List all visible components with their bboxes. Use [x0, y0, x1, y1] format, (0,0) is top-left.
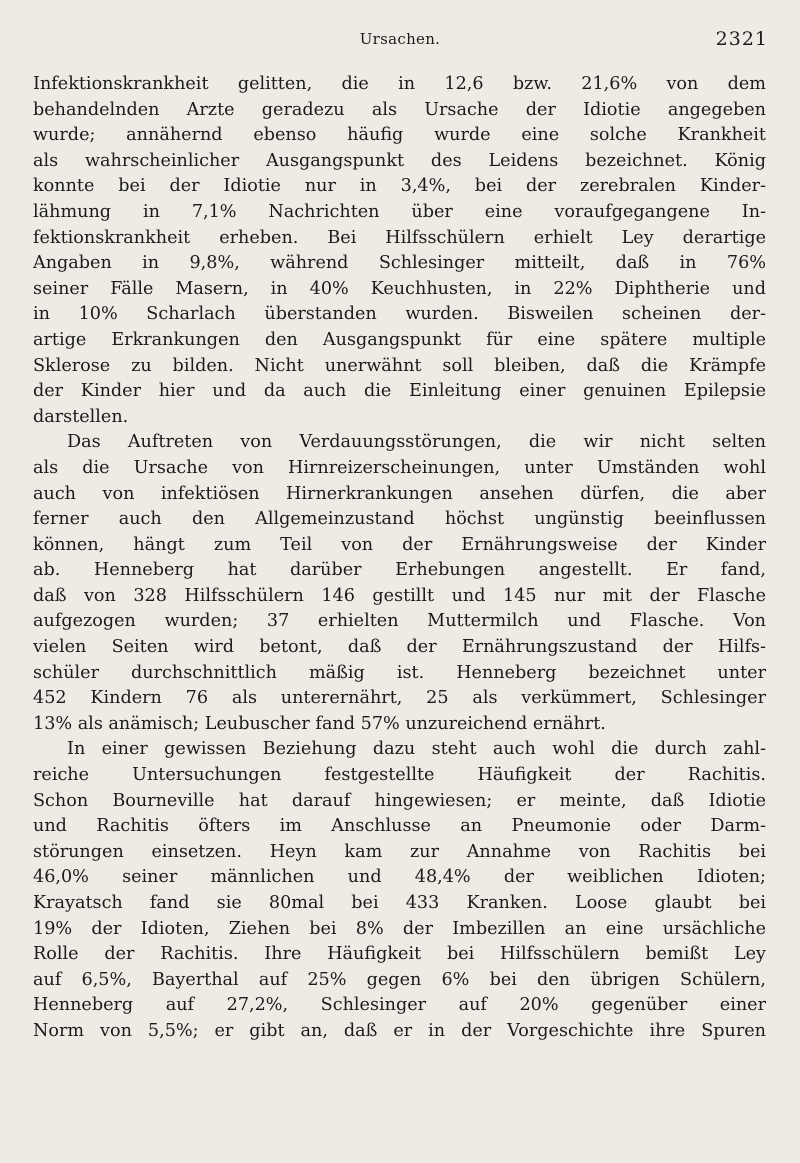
text-line: können, hängt zum Teil von der Ernährungsweise der Kinder [33, 534, 766, 555]
page-number: 2321 [715, 28, 768, 50]
text-line: fektionskrankheit erheben. Bei Hilfsschülern erhielt Ley derartige [33, 227, 766, 248]
text-line: seiner Fälle Masern, in 40% Keuchhusten, in 22% Diphtherie und [33, 278, 766, 299]
body-text [33, 72, 766, 1045]
text-line: Infektionskrankheit gelitten, die in 12,6 bzw. 21,6% von dem [33, 74, 766, 94]
text-line: schüler durchschnittlich mäßig ist. Henneberg bezeichnet unter [33, 662, 766, 683]
text-line: In einer gewissen Beziehung dazu steht auch wohl die durch zahl- [67, 739, 766, 760]
text-line: in 10% Scharlach überstanden wurden. Bisweilen scheinen der- [33, 304, 766, 325]
text-line: auch von infektiösen Hirnerkrankungen ansehen dürfen, die aber [33, 483, 766, 504]
running-title: Ursachen. [359, 30, 441, 48]
text-line: und Rachitis öfters im Anschlusse an Pneumonie oder Darm- [33, 816, 766, 837]
text-line: 13% als anämisch; Leubuscher fand 57% unzureichend ernährt. [33, 713, 606, 734]
text-line: konnte bei der Idiotie nur in 3,4%, bei der zerebralen Kinder- [33, 176, 766, 197]
text-line: wurde; annähernd ebenso häufig wurde eine solche Krankheit [33, 125, 766, 146]
text-line: Krayatsch fand sie 80mal bei 433 Kranken. Loose glaubt bei [33, 893, 766, 913]
text-line: vielen Seiten wird betont, daß der Ernährungszustand der Hilfs- [33, 637, 766, 658]
text-line: Sklerose zu bilden. Nicht unerwähnt soll bleiben, daß die Krämpfe [33, 355, 766, 376]
text-line: artige Erkrankungen den Ausgangspunkt für eine spätere multiple [33, 329, 766, 350]
text-line: Rolle der Rachitis. Ihre Häufigkeit bei Hilfsschülern bemißt Ley [33, 944, 766, 965]
text-line: auf 6,5%, Bayerthal auf 25% gegen 6% bei den übrigen Schülern, [33, 969, 766, 990]
text-line: 452 Kindern 76 als unterernährt, 25 als verkümmert, Schlesinger [33, 688, 766, 709]
text-line: behandelnden Arzte geradezu als Ursache der Idiotie angegeben [33, 99, 766, 120]
text-line: 19% der Idioten, Ziehen bei 8% der Imbezillen an eine ursächliche [33, 918, 766, 939]
text-line: 46,0% seiner männlichen und 48,4% der weiblichen Idioten; [33, 867, 766, 888]
text-line: als wahrscheinlicher Ausgangspunkt des Leidens bezeichnet. König [33, 150, 766, 171]
text-line: ab. Henneberg hat darüber Erhebungen angestellt. Er fand, [33, 560, 766, 581]
text-line: lähmung in 7,1% Nachrichten über eine voraufgegangene In- [33, 201, 766, 222]
text-line: ferner auch den Allgemeinzustand höchst ungünstig beeinflussen [33, 509, 766, 530]
text-line: reiche Untersuchungen festgestellte Häufigkeit der Rachitis. [33, 765, 766, 786]
text-line: aufgezogen wurden; 37 erhielten Muttermilch und Flasche. Von [33, 611, 766, 632]
text-line: der Kinder hier und da auch die Einleitung einer genuinen Epilepsie [33, 381, 766, 402]
text-line: als die Ursache von Hirnreizerscheinungen, unter Umständen wohl [33, 457, 766, 478]
text-line: störungen einsetzen. Heyn kam zur Annahme von Rachitis bei [33, 841, 766, 862]
page-header [32, 26, 768, 56]
text-line: Norm von 5,5%; er gibt an, daß er in der Vorgeschichte ihre Spuren [33, 1020, 766, 1041]
text-line: Angaben in 9,8%, während Schlesinger mitteilt, daß in 76% [33, 253, 766, 274]
text-line: Das Auftreten von Verdauungsstörungen, die wir nicht selten [67, 432, 766, 453]
text-line: darstellen. [33, 406, 129, 427]
text-line: daß von 328 Hilfsschülern 146 gestillt und 145 nur mit der Flasche [33, 585, 766, 606]
text-line: Schon Bourneville hat darauf hingewiesen; er meinte, daß Idiotie [33, 790, 766, 811]
text-line: Henneberg auf 27,2%, Schlesinger auf 20% gegenüber einer [33, 995, 766, 1016]
